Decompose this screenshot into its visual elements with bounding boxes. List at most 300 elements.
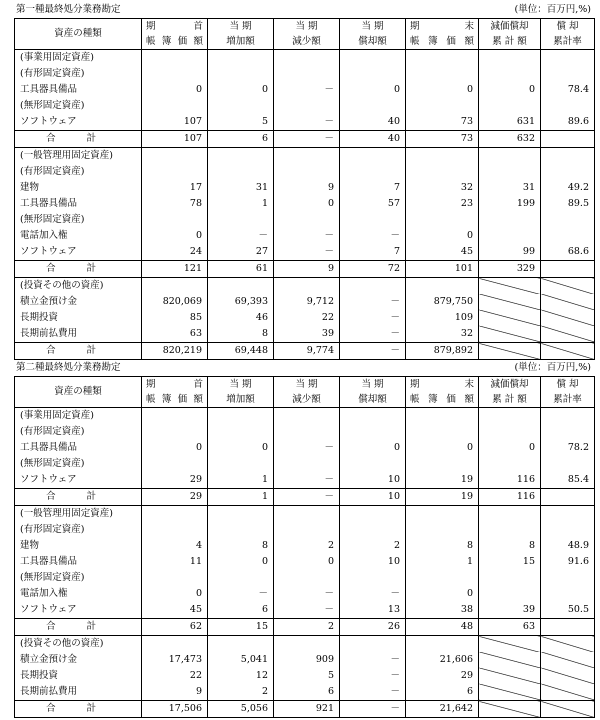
cell-value (541, 636, 595, 653)
total-row (15, 131, 595, 148)
cell-value (406, 148, 479, 165)
table-body (15, 50, 595, 360)
header-rate: 償 却 累計率 (541, 19, 595, 50)
cell-value (479, 586, 541, 602)
cell-value (406, 98, 479, 114)
cell-value: － (340, 294, 406, 310)
row-label: 建物 (15, 538, 142, 554)
table-row (15, 586, 595, 602)
cell-value: 2 (340, 538, 406, 554)
row-label: 工具器具備品 (15, 554, 142, 570)
cell-value: 820,069 (142, 294, 208, 310)
cell-value: － (208, 228, 274, 244)
cell-value: 2 (208, 684, 274, 701)
cell-value: 0 (208, 554, 274, 570)
cell-value: － (340, 326, 406, 343)
cell-value (479, 408, 541, 425)
cell-value (541, 50, 595, 67)
cell-value (340, 164, 406, 180)
cell-value (208, 570, 274, 586)
cell-value (142, 636, 208, 653)
cell-value (541, 424, 595, 440)
cell-value (479, 310, 541, 326)
cell-value (274, 212, 340, 228)
cell-value (406, 522, 479, 538)
cell-value: 0 (406, 586, 479, 602)
header-depreciation: 当 期 償却額 (340, 377, 406, 408)
cell-value: 9 (274, 180, 340, 196)
cell-value (340, 456, 406, 472)
cell-value: 12 (208, 668, 274, 684)
cell-value (340, 522, 406, 538)
cell-value: 89.6 (541, 114, 595, 131)
cell-value (541, 212, 595, 228)
cell-value: － (274, 82, 340, 98)
row-label: (投資その他の資産) (15, 278, 142, 295)
cell-value: 1 (208, 472, 274, 489)
cell-value (340, 570, 406, 586)
cell-value: 38 (406, 602, 479, 619)
row-label: (有形固定資産) (15, 522, 142, 538)
cell-value: 61 (208, 261, 274, 278)
row-label: 合 計 (15, 701, 142, 718)
cell-value: 10 (340, 472, 406, 489)
cell-value (406, 636, 479, 653)
cell-value (208, 164, 274, 180)
cell-value (340, 408, 406, 425)
cell-value (541, 261, 595, 278)
cell-value: 8 (208, 538, 274, 554)
cell-value: 48.9 (541, 538, 595, 554)
table-row (15, 652, 595, 668)
cell-value (142, 424, 208, 440)
cell-value: － (274, 131, 340, 148)
cell-value: 29 (142, 489, 208, 506)
row-label: (有形固定資産) (15, 164, 142, 180)
cell-value: 22 (142, 668, 208, 684)
cell-value (142, 278, 208, 295)
cell-value: 89.5 (541, 196, 595, 212)
category-row (15, 424, 595, 440)
row-label: (一般管理用固定資産) (15, 506, 142, 523)
cell-value: 39 (274, 326, 340, 343)
row-label: (有形固定資産) (15, 424, 142, 440)
row-label: 長期前払費用 (15, 326, 142, 343)
header-row (15, 19, 595, 50)
cell-value (274, 98, 340, 114)
cell-value: － (274, 602, 340, 619)
cell-value: － (340, 684, 406, 701)
cell-value: 99 (479, 244, 541, 261)
cell-value (142, 50, 208, 67)
cell-value (340, 278, 406, 295)
cell-value: 820,219 (142, 343, 208, 360)
cell-value: － (274, 440, 340, 456)
cell-value (541, 148, 595, 165)
cell-value (406, 164, 479, 180)
cell-value: 0 (274, 196, 340, 212)
row-label: 合 計 (15, 619, 142, 636)
cell-value: － (208, 586, 274, 602)
cell-value: 0 (142, 440, 208, 456)
cell-value: 9 (274, 261, 340, 278)
cell-value (541, 278, 595, 295)
row-label: ソフトウェア (15, 472, 142, 489)
table-row (15, 326, 595, 343)
cell-value: 0 (142, 228, 208, 244)
row-label: 工具器具備品 (15, 440, 142, 456)
cell-value (274, 636, 340, 653)
section-type2 (10, 360, 595, 718)
cell-value: － (340, 343, 406, 360)
unit-note: (単位：百万円,%) (514, 4, 591, 15)
cell-value: 27 (208, 244, 274, 261)
cell-value: 57 (340, 196, 406, 212)
cell-value: 116 (479, 489, 541, 506)
cell-value (208, 636, 274, 653)
cell-value (142, 164, 208, 180)
section-type1 (10, 2, 595, 360)
category-row (15, 278, 595, 295)
cell-value: 22 (274, 310, 340, 326)
cell-value: 15 (479, 554, 541, 570)
asset-table (14, 376, 595, 718)
cell-value: 1 (406, 554, 479, 570)
cell-value: 32 (406, 180, 479, 196)
cell-value: 0 (406, 440, 479, 456)
cell-value (541, 684, 595, 701)
cell-value (479, 278, 541, 295)
row-label: 長期投資 (15, 668, 142, 684)
table-row (15, 244, 595, 261)
cell-value (479, 570, 541, 586)
row-label: 電話加入権 (15, 228, 142, 244)
cell-value (479, 50, 541, 67)
cell-value: 7 (340, 180, 406, 196)
cell-value (479, 228, 541, 244)
cell-value: 1 (208, 196, 274, 212)
header-accumulated: 減価償却 累 計 額 (479, 19, 541, 50)
cell-value: 8 (208, 326, 274, 343)
cell-value (479, 506, 541, 523)
cell-value (274, 570, 340, 586)
cell-value: 19 (406, 472, 479, 489)
cell-value: 46 (208, 310, 274, 326)
cell-value: 45 (406, 244, 479, 261)
cell-value (142, 408, 208, 425)
cell-value: 91.6 (541, 554, 595, 570)
header-kind: 資産の種類 (15, 377, 142, 408)
row-label: 長期投資 (15, 310, 142, 326)
cell-value (541, 506, 595, 523)
section-title: 第二種最終処分業務勘定 (16, 362, 121, 373)
cell-value: － (340, 586, 406, 602)
cell-value: 49.2 (541, 180, 595, 196)
cell-value: 85 (142, 310, 208, 326)
cell-value: 31 (479, 180, 541, 196)
header-rate: 償 却 累計率 (541, 377, 595, 408)
row-label: 合 計 (15, 489, 142, 506)
cell-value: 5 (274, 668, 340, 684)
table-row (15, 440, 595, 456)
total-row (15, 261, 595, 278)
row-label: 合 計 (15, 343, 142, 360)
cell-value (208, 148, 274, 165)
cell-value: － (274, 586, 340, 602)
cell-value: 9,774 (274, 343, 340, 360)
cell-value: 68.6 (541, 244, 595, 261)
row-label: (投資その他の資産) (15, 636, 142, 653)
cell-value (208, 424, 274, 440)
cell-value (142, 66, 208, 82)
row-label: 長期前払費用 (15, 684, 142, 701)
cell-value (340, 148, 406, 165)
cell-value (142, 148, 208, 165)
cell-value: 8 (479, 538, 541, 554)
category-row (15, 164, 595, 180)
cell-value (208, 456, 274, 472)
cell-value (208, 408, 274, 425)
cell-value: 13 (340, 602, 406, 619)
header-decrease: 当 期 減少額 (274, 19, 340, 50)
cell-value (208, 506, 274, 523)
cell-value (208, 98, 274, 114)
table-row (15, 602, 595, 619)
cell-value (406, 278, 479, 295)
cell-value: － (274, 228, 340, 244)
cell-value (340, 424, 406, 440)
cell-value (479, 326, 541, 343)
cell-value (479, 424, 541, 440)
cell-value (142, 98, 208, 114)
total-row (15, 619, 595, 636)
cell-value (541, 326, 595, 343)
cell-value: － (340, 310, 406, 326)
section-title: 第一種最終処分業務勘定 (16, 4, 121, 15)
cell-value: 63 (479, 619, 541, 636)
category-row (15, 636, 595, 653)
cell-value: 10 (340, 489, 406, 506)
cell-value (406, 570, 479, 586)
row-label: 工具器具備品 (15, 196, 142, 212)
cell-value (541, 570, 595, 586)
cell-value: 329 (479, 261, 541, 278)
cell-value: － (340, 652, 406, 668)
cell-value (208, 66, 274, 82)
cell-value (208, 522, 274, 538)
cell-value: 69,448 (208, 343, 274, 360)
cell-value: 78 (142, 196, 208, 212)
cell-value: 0 (479, 82, 541, 98)
cell-value: 9 (142, 684, 208, 701)
category-row (15, 212, 595, 228)
cell-value: 15 (208, 619, 274, 636)
cell-value (142, 212, 208, 228)
category-row (15, 408, 595, 425)
cell-value: 0 (340, 82, 406, 98)
row-label: (事業用固定資産) (15, 408, 142, 425)
cell-value: － (274, 114, 340, 131)
category-row (15, 570, 595, 586)
total-row (15, 343, 595, 360)
cell-value (274, 506, 340, 523)
table-row (15, 310, 595, 326)
header-depreciation: 当 期 償却額 (340, 19, 406, 50)
cell-value: 21,642 (406, 701, 479, 718)
header-increase: 当 期 増加額 (208, 377, 274, 408)
header-decrease: 当 期 減少額 (274, 377, 340, 408)
cell-value (479, 456, 541, 472)
cell-value: 24 (142, 244, 208, 261)
cell-value: 6 (208, 602, 274, 619)
header-opening: 期 首 帳簿価額 (142, 19, 208, 50)
cell-value (274, 50, 340, 67)
row-label: 工具器具備品 (15, 82, 142, 98)
cell-value: 11 (142, 554, 208, 570)
cell-value (274, 424, 340, 440)
cell-value: 879,892 (406, 343, 479, 360)
cell-value (541, 228, 595, 244)
cell-value: － (340, 668, 406, 684)
asset-table (14, 18, 595, 360)
cell-value (340, 98, 406, 114)
cell-value: 29 (406, 668, 479, 684)
cell-value (406, 506, 479, 523)
header-kind: 資産の種類 (15, 19, 142, 50)
cell-value: 0 (340, 440, 406, 456)
cell-value: 31 (208, 180, 274, 196)
row-label: (事業用固定資産) (15, 50, 142, 67)
cell-value: 39 (479, 602, 541, 619)
cell-value (274, 148, 340, 165)
cell-value: 23 (406, 196, 479, 212)
row-label: (有形固定資産) (15, 66, 142, 82)
cell-value: 5,041 (208, 652, 274, 668)
cell-value: 631 (479, 114, 541, 131)
cell-value: 0 (208, 82, 274, 98)
section-header (10, 2, 595, 18)
cell-value (541, 408, 595, 425)
cell-value: 40 (340, 131, 406, 148)
cell-value: 5 (208, 114, 274, 131)
cell-value (479, 148, 541, 165)
cell-value (479, 684, 541, 701)
cell-value (340, 66, 406, 82)
cell-value: 7 (340, 244, 406, 261)
cell-value (541, 652, 595, 668)
cell-value (479, 164, 541, 180)
section-header (10, 360, 595, 376)
cell-value: 0 (142, 82, 208, 98)
cell-value (142, 506, 208, 523)
cell-value: 921 (274, 701, 340, 718)
cell-value (541, 522, 595, 538)
cell-value (274, 408, 340, 425)
cell-value: 17 (142, 180, 208, 196)
header-row (15, 377, 595, 408)
cell-value: 107 (142, 131, 208, 148)
table-row (15, 554, 595, 570)
category-row (15, 506, 595, 523)
cell-value (274, 66, 340, 82)
cell-value (274, 164, 340, 180)
cell-value: 17,506 (142, 701, 208, 718)
cell-value: 632 (479, 131, 541, 148)
cell-value (541, 131, 595, 148)
cell-value (142, 522, 208, 538)
table-row (15, 180, 595, 196)
cell-value: 40 (340, 114, 406, 131)
table-row (15, 684, 595, 701)
header-opening: 期 首 帳簿価額 (142, 377, 208, 408)
cell-value (541, 668, 595, 684)
table-row (15, 114, 595, 131)
cell-value (406, 424, 479, 440)
cell-value: － (340, 228, 406, 244)
cell-value (479, 636, 541, 653)
cell-value (340, 50, 406, 67)
cell-value (406, 408, 479, 425)
table-row (15, 538, 595, 554)
unit-note: (単位：百万円,%) (514, 362, 591, 373)
row-label: ソフトウェア (15, 114, 142, 131)
category-row (15, 98, 595, 114)
cell-value: 121 (142, 261, 208, 278)
cell-value (479, 652, 541, 668)
cell-value (406, 66, 479, 82)
cell-value: 19 (406, 489, 479, 506)
category-row (15, 522, 595, 538)
row-label: 電話加入権 (15, 586, 142, 602)
cell-value (541, 456, 595, 472)
cell-value (142, 456, 208, 472)
cell-value (274, 278, 340, 295)
cell-value: 48 (406, 619, 479, 636)
cell-value (340, 506, 406, 523)
cell-value: － (274, 244, 340, 261)
cell-value: 0 (142, 586, 208, 602)
cell-value: 63 (142, 326, 208, 343)
table-body (15, 408, 595, 718)
cell-value: 85.4 (541, 472, 595, 489)
cell-value (541, 619, 595, 636)
cell-value: 0 (406, 228, 479, 244)
cell-value (541, 343, 595, 360)
cell-value: 17,473 (142, 652, 208, 668)
cell-value: 50.5 (541, 602, 595, 619)
cell-value: 1 (208, 489, 274, 506)
cell-value (541, 98, 595, 114)
cell-value: 6 (274, 684, 340, 701)
category-row (15, 148, 595, 165)
cell-value: 69,393 (208, 294, 274, 310)
cell-value (541, 294, 595, 310)
table-row (15, 294, 595, 310)
cell-value (541, 66, 595, 82)
cell-value: 109 (406, 310, 479, 326)
cell-value (208, 50, 274, 67)
cell-value (274, 522, 340, 538)
cell-value: 21,606 (406, 652, 479, 668)
cell-value (479, 701, 541, 718)
cell-value: 0 (406, 82, 479, 98)
cell-value: 879,750 (406, 294, 479, 310)
row-label: (無形固定資産) (15, 212, 142, 228)
table-row (15, 668, 595, 684)
header-closing: 期 末 帳簿価額 (406, 377, 479, 408)
cell-value (479, 522, 541, 538)
cell-value: 0 (208, 440, 274, 456)
